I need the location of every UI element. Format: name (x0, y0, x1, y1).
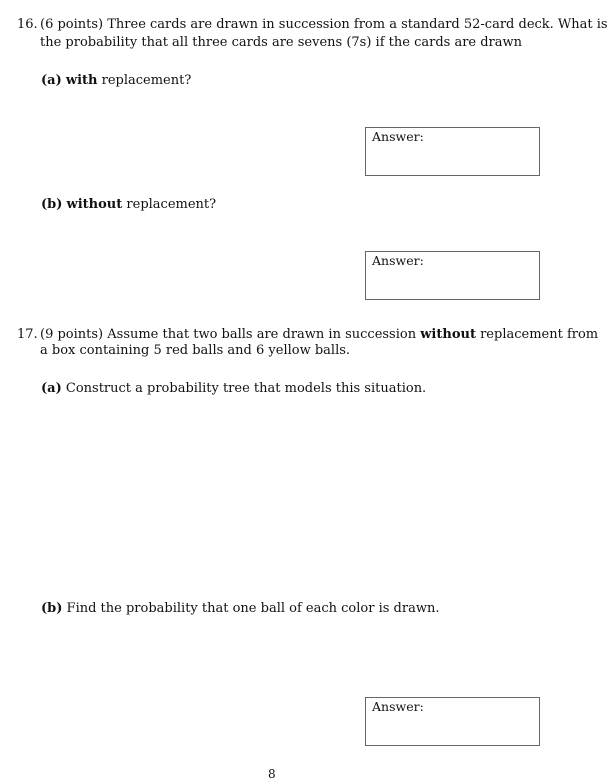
part-text: Find the probability that one ball of each color is drawn. (66, 601, 440, 616)
question-16-number: 16. (17, 17, 38, 32)
question-16-text-line-2: the probability that all three cards are sevens (7s) if the cards are drawn (40, 35, 523, 50)
page-number: 8 (268, 767, 276, 781)
part-bold-word: with (65, 73, 98, 88)
question-16-text-line-1: (6 points) Three cards are drawn in succession from a standard 52-card deck. What is (40, 17, 608, 32)
question-17-text-line-1 (40, 327, 598, 343)
question-17-part-b (41, 601, 439, 617)
question-16-part-b (41, 197, 216, 213)
answer-label: Answer: (372, 699, 424, 714)
answer-box-16b[interactable] (365, 251, 540, 300)
part-text: Construct a probability tree that models this situation. (65, 381, 427, 396)
part-text: replacement? (126, 197, 217, 212)
question-17-text-line-2: a box containing 5 red balls and 6 yellow balls. (40, 343, 351, 358)
part-label: (b) (41, 197, 63, 212)
answer-box-17b[interactable] (365, 697, 540, 746)
part-label: (a) (41, 381, 62, 396)
answer-box-16a[interactable] (365, 127, 540, 176)
text-segment: replacement from (480, 327, 599, 342)
part-label: (a) (41, 73, 62, 88)
question-16-part-a (41, 73, 191, 89)
part-bold-word: without (66, 197, 123, 212)
part-label: (b) (41, 601, 63, 616)
part-text: replacement? (101, 73, 192, 88)
question-17-part-a (41, 381, 426, 397)
bold-word: without (420, 327, 476, 342)
answer-label: Answer: (372, 129, 424, 144)
text-segment: (9 points) Assume that two balls are drawn in succession (40, 327, 417, 342)
question-17-number: 17. (17, 327, 38, 342)
answer-label: Answer: (372, 253, 424, 268)
